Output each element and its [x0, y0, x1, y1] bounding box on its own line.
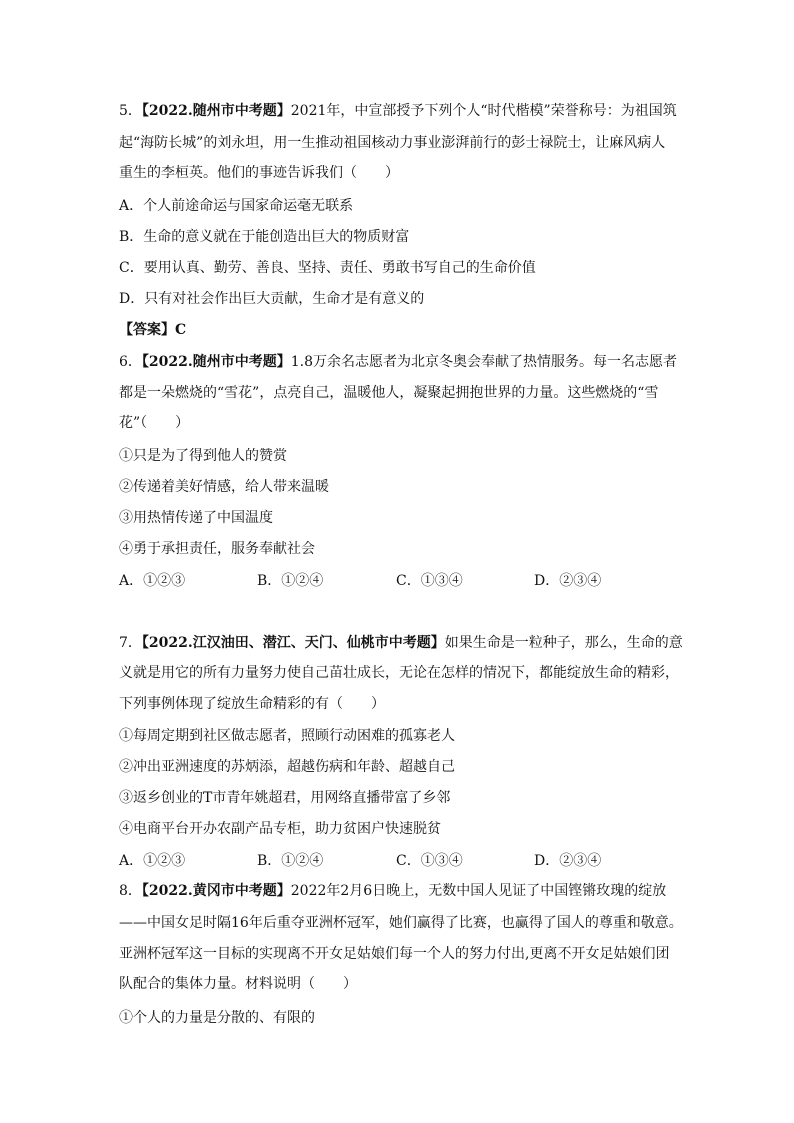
question-6-line-1: [119, 352, 677, 372]
question-6-statement-3: ③用热情传递了中国温度: [119, 510, 273, 526]
question-7-line-1: [119, 633, 683, 653]
question-7-choice-d: D．②③④: [534, 853, 602, 869]
question-7-line-2: 义就是用它的所有力量努力使自己苗壮成长，无论在怎样的情况下，都能绽放生命的精彩，: [119, 665, 679, 681]
question-7-line-3: 下列事例体现了绽放生命精彩的有（ ）: [119, 696, 385, 712]
question-text: 1.8万余名志愿者为北京冬奥会奉献了热情服务。每一名志愿者: [290, 354, 678, 370]
question-5-option-a: A．个人前途命运与国家命运毫无联系: [119, 198, 354, 214]
question-source: 【2022.黄冈市中考题】: [141, 883, 291, 899]
question-7-choice-c: C．①③④: [396, 853, 463, 869]
question-number: 7．: [119, 635, 142, 651]
question-text: 2022年2月6日晚上，无数中国人见证了中国铿锵玫瑰的绽放: [290, 883, 667, 899]
question-8-line-2: ——中国女足时隔16年后重夺亚洲杯冠军，她们赢得了比赛，也赢得了国人的尊重和敬意。: [119, 915, 683, 931]
question-number: 5．: [119, 103, 142, 119]
question-5-option-d: D．只有对社会作出巨大贡献，生命才是有意义的: [119, 291, 425, 307]
question-6-statement-1: ①只是为了得到他人的赞赏: [119, 448, 287, 464]
question-number: 8．: [119, 883, 142, 899]
question-8-line-4: 队配合的集体力量。材料说明（ ）: [119, 976, 357, 992]
question-6-choice-a: A．①②③: [119, 573, 186, 589]
question-5-line-1: [119, 101, 677, 121]
question-source: 【2022.随州市中考题】: [141, 354, 291, 370]
question-6-choice-b: B．①②④: [257, 573, 324, 589]
question-6-statement-2: ②传递着美好情感，给人带来温暖: [119, 479, 329, 495]
question-5-option-c: C．要用认真、勤劳、善良、坚持、责任、勇敢书写自己的生命价值: [119, 260, 536, 276]
question-number: 6．: [119, 354, 142, 370]
question-7-choice-a: A．①②③: [119, 853, 186, 869]
question-text: 如果生命是一粒种子，那么，生命的意: [444, 635, 683, 651]
question-source: 【2022.江汉油田、潜江、天门、仙桃市中考题】: [141, 635, 445, 651]
question-source: 【2022.随州市中考题】: [141, 103, 291, 119]
question-7-choice-b: B．①②④: [257, 853, 324, 869]
question-5-line-3: 重生的李桓英。他们的事迹告诉我们（ ）: [119, 165, 399, 181]
question-text: 2021年，中宣部授予下列个人“时代楷模”荣誉称号：为祖国筑: [290, 103, 677, 119]
question-5-option-b: B．生命的意义就在于能创造出巨大的物质财富: [119, 229, 410, 245]
question-7-statement-3: ③返乡创业的T市青年姚超君，用网络直播带富了乡邻: [119, 790, 451, 806]
question-5-answer: 【答案】C: [119, 322, 187, 338]
question-7-statement-2: ②冲出亚洲速度的苏炳添，超越伤病和年龄、超越自己: [119, 759, 455, 775]
question-8-line-1: [119, 881, 666, 901]
question-7-statement-1: ①每周定期到社区做志愿者，照顾行动困难的孤寡老人: [119, 728, 455, 744]
question-7-statement-4: ④电商平台开办农副产品专柜，助力贫困户快速脱贫: [119, 821, 441, 837]
question-6-line-3: 花”（ ）: [119, 415, 190, 431]
question-6-statement-4: ④勇于承担责任，服务奉献社会: [119, 541, 315, 557]
question-6-choice-d: D．②③④: [534, 573, 602, 589]
question-8-statement-1: ①个人的力量是分散的、有限的: [119, 1010, 315, 1026]
question-8-line-3: 亚洲杯冠军这一目标的实现离不开女足姑娘们每一个人的努力付出,更离不开女足姑娘们团: [119, 946, 670, 962]
question-6-choice-c: C．①③④: [396, 573, 463, 589]
question-6-line-2: 都是一朵燃烧的“雪花”，点亮自己，温暖他人，凝聚起拥抱世界的力量。这些燃烧的“雪: [119, 385, 659, 401]
question-5-line-2: 起“海防长城”的刘永坦，用一生推动祖国核动力事业澎湃前行的彭士禄院士，让麻风病人: [119, 135, 666, 151]
